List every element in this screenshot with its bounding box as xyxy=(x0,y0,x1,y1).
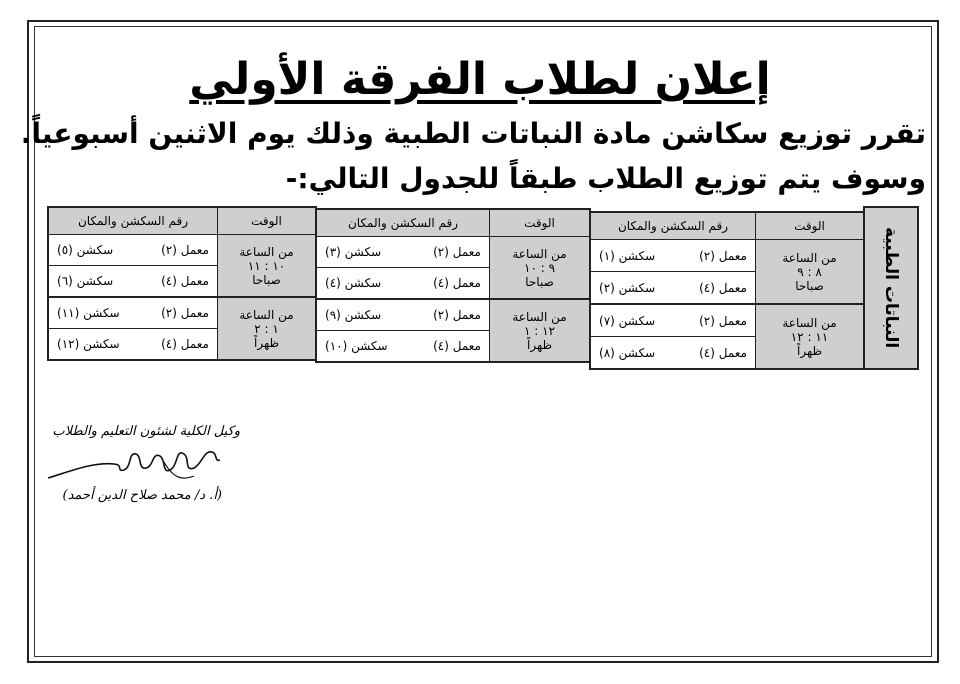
time-slot-hours: ٨ : ٩ xyxy=(797,264,822,279)
time-slot-label: من الساعة xyxy=(239,307,294,322)
table-row xyxy=(591,240,755,272)
section-cell: سكشن (٧) xyxy=(599,313,656,328)
schedule-group-1 xyxy=(589,211,865,370)
schedule-group-2 xyxy=(315,208,591,363)
time-slot-period: صباحا xyxy=(525,274,554,289)
section-column xyxy=(591,213,755,368)
lab-cell: معمل (٢) xyxy=(699,313,747,328)
table-row xyxy=(49,235,217,266)
time-slot xyxy=(490,300,589,361)
time-slot xyxy=(218,298,315,359)
time-slot-label: من الساعة xyxy=(512,246,567,261)
section-cell: سكشن (٢) xyxy=(599,280,656,295)
table-row xyxy=(49,329,217,359)
time-slot-period: صباحا xyxy=(252,272,281,287)
time-slot-label: من الساعة xyxy=(782,250,837,265)
lab-cell: معمل (٤) xyxy=(433,339,481,353)
lab-cell: معمل (٢) xyxy=(699,248,747,263)
section-cell: سكشن (٥) xyxy=(57,243,114,257)
lab-cell: معمل (٤) xyxy=(433,276,481,290)
section-cell: سكشن (١) xyxy=(599,248,656,263)
time-slot xyxy=(218,235,315,298)
time-slot-hours: ١ : ٢ xyxy=(254,321,279,336)
section-cell: سكشن (٦) xyxy=(57,274,114,288)
lab-cell: معمل (٢) xyxy=(161,243,209,257)
section-cell: سكشن (٣) xyxy=(325,245,382,259)
section-column xyxy=(49,208,217,359)
table-row xyxy=(317,300,489,331)
time-slot-label: من الساعة xyxy=(239,244,294,259)
time-header: الوقت xyxy=(490,210,589,237)
time-slot-hours: ١٢ : ١ xyxy=(524,323,556,338)
subject-label-cell xyxy=(863,206,919,370)
table-row xyxy=(49,266,217,298)
section-cell: سكشن (٤) xyxy=(325,276,382,290)
table-row xyxy=(317,237,489,268)
time-slot-period: ظهراً xyxy=(526,337,553,352)
handwritten-signature xyxy=(44,440,224,485)
lab-cell: معمل (٢) xyxy=(161,306,209,320)
time-slot xyxy=(756,305,863,368)
table-row xyxy=(317,268,489,300)
time-slot xyxy=(756,240,863,305)
time-slot-hours: ٩ : ١٠ xyxy=(524,260,556,275)
section-header: رقم السكشن والمكان xyxy=(591,213,755,240)
table-row xyxy=(317,331,489,361)
lab-cell: معمل (٤) xyxy=(161,274,209,288)
section-header: رقم السكشن والمكان xyxy=(317,210,489,237)
time-slot-period: ظهراً xyxy=(253,335,280,350)
subject-label: النباتات الطبية xyxy=(881,227,901,349)
lab-cell: معمل (٢) xyxy=(433,308,481,322)
section-column xyxy=(317,210,489,361)
time-slot xyxy=(490,237,589,300)
time-column xyxy=(217,208,315,359)
section-cell: سكشن (١٠) xyxy=(325,339,388,353)
section-cell: سكشن (٩) xyxy=(325,308,382,322)
lab-cell: معمل (٤) xyxy=(699,345,747,360)
schedule-group-3 xyxy=(47,206,317,361)
signatory-name: (أ. د/ محمد صلاح الدين أحمد) xyxy=(62,488,222,503)
intro-line-1: تقرر توزيع سكاشن مادة النباتات الطبية وذلك يوم الاثنين أسبوعياً. xyxy=(20,117,926,150)
time-slot-hours: ١١ : ١٢ xyxy=(790,329,829,344)
lab-cell: معمل (٤) xyxy=(699,280,747,295)
announcement-title: إعلان لطلاب الفرقة الأولي xyxy=(189,54,771,105)
time-slot-period: صباحا xyxy=(795,278,824,293)
lab-cell: معمل (٤) xyxy=(161,337,209,351)
intro-line-2: وسوف يتم توزيع الطلاب طبقاً للجدول التالي:- xyxy=(285,162,926,195)
section-cell: سكشن (٨) xyxy=(599,345,656,360)
table-row xyxy=(591,305,755,337)
time-column xyxy=(755,213,863,368)
time-header: الوقت xyxy=(756,213,863,240)
time-slot-label: من الساعة xyxy=(512,309,567,324)
section-cell: سكشن (١٢) xyxy=(57,337,120,351)
signatory-title: وكيل الكلية لشئون التعليم والطلاب xyxy=(52,424,240,439)
section-header: رقم السكشن والمكان xyxy=(49,208,217,235)
table-row xyxy=(591,272,755,305)
table-row xyxy=(49,298,217,329)
time-slot-hours: ١٠ : ١١ xyxy=(247,258,286,273)
table-row xyxy=(591,337,755,368)
time-slot-period: ظهراً xyxy=(796,343,823,358)
time-column xyxy=(489,210,589,361)
time-slot-label: من الساعة xyxy=(782,315,837,330)
section-cell: سكشن (١١) xyxy=(57,306,120,320)
lab-cell: معمل (٢) xyxy=(433,245,481,259)
time-header: الوقت xyxy=(218,208,315,235)
